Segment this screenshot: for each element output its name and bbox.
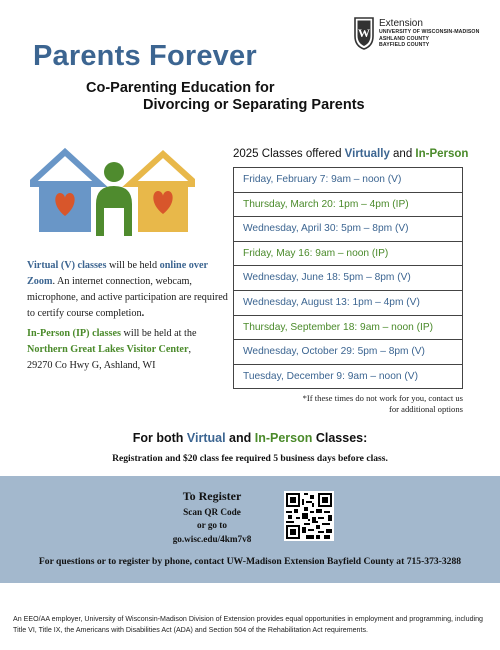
virtual-info: Virtual (V) classes will be held online over Zoom. An internet connection, webcam, microphone, and active participation are required to certify course completion. (27, 260, 228, 319)
blue-house-icon (30, 152, 100, 232)
subtitle-line-2: Divorcing or Separating Parents (143, 97, 365, 113)
register-band (0, 476, 500, 583)
both-classes-heading: For both Virtual and In-Person Classes: (132, 431, 368, 445)
class-session-row: Friday, May 16: 9am – noon (IP) (234, 242, 462, 267)
family-houses-illustration (30, 146, 195, 236)
schedule-note: *If these times do not work for you, contact us for additional options (302, 393, 463, 414)
class-session-row: Wednesday, June 18: 5pm – 8pm (V) (234, 266, 462, 291)
logo-line-ashland: ASHLAND COUNTY (379, 36, 430, 42)
registration-requirement: Registration and $20 class fee required 5 business days before class. (112, 453, 388, 464)
qr-code-icon[interactable] (284, 491, 334, 541)
class-session-row: Thursday, March 20: 1pm – 4pm (IP) (234, 193, 462, 218)
svg-text:W: W (358, 26, 370, 40)
subtitle-line-1: Co-Parenting Education for (86, 80, 275, 96)
logo-line-bayfield: BAYFIELD COUNTY (379, 42, 430, 48)
uw-crest-icon (353, 16, 375, 50)
inperson-info: In-Person (IP) classes will be held at the Northern Great Lakes Visitor Center, 29270 Co Hwy G, Ashland, WI (27, 328, 197, 371)
class-session-row: Thursday, September 18: 9am – noon (IP) (234, 316, 462, 341)
person-icon (96, 162, 132, 236)
class-session-row: Tuesday, December 9: 9am – noon (V) (243, 370, 418, 382)
register-heading: To Register (182, 489, 242, 503)
eeo-footer: An EEO/AA employer, University of Wisconsin-Madison Division of Extension provides equal opportunities in employment and programming, including Title VI, Title IX, the Americans with Disabilities Act (ADA) and Section 504 of the Rehabilitation Act requirements. (13, 615, 483, 634)
class-schedule-table (233, 167, 463, 389)
page-title: Parents Forever (33, 40, 257, 72)
logo-line-university: UNIVERSITY OF WISCONSIN-MADISON (379, 29, 480, 35)
register-url-link[interactable]: go.wisc.edu/4km7v8 (172, 534, 252, 544)
contact-phone-text: For questions or to register by phone, contact UW-Madison Extension Bayfield County at 715-373-3288 (38, 556, 462, 567)
scan-qr-text: Scan QR Code (183, 507, 241, 517)
extension-logo (353, 16, 493, 56)
class-session-row: Wednesday, April 30: 5pm – 8pm (V) (234, 217, 462, 242)
class-session-row: Wednesday, October 29: 5pm – 8pm (V) (234, 340, 462, 365)
classes-heading: 2025 Classes offered Virtually and In-Person (233, 148, 469, 160)
or-go-to-text: or go to (197, 520, 227, 530)
class-session-row: Wednesday, August 13: 1pm – 4pm (V) (234, 291, 462, 316)
logo-name: Extension (379, 18, 423, 29)
class-session-row: Friday, February 7: 9am – noon (V) (234, 168, 462, 193)
yellow-house-icon (130, 154, 195, 232)
